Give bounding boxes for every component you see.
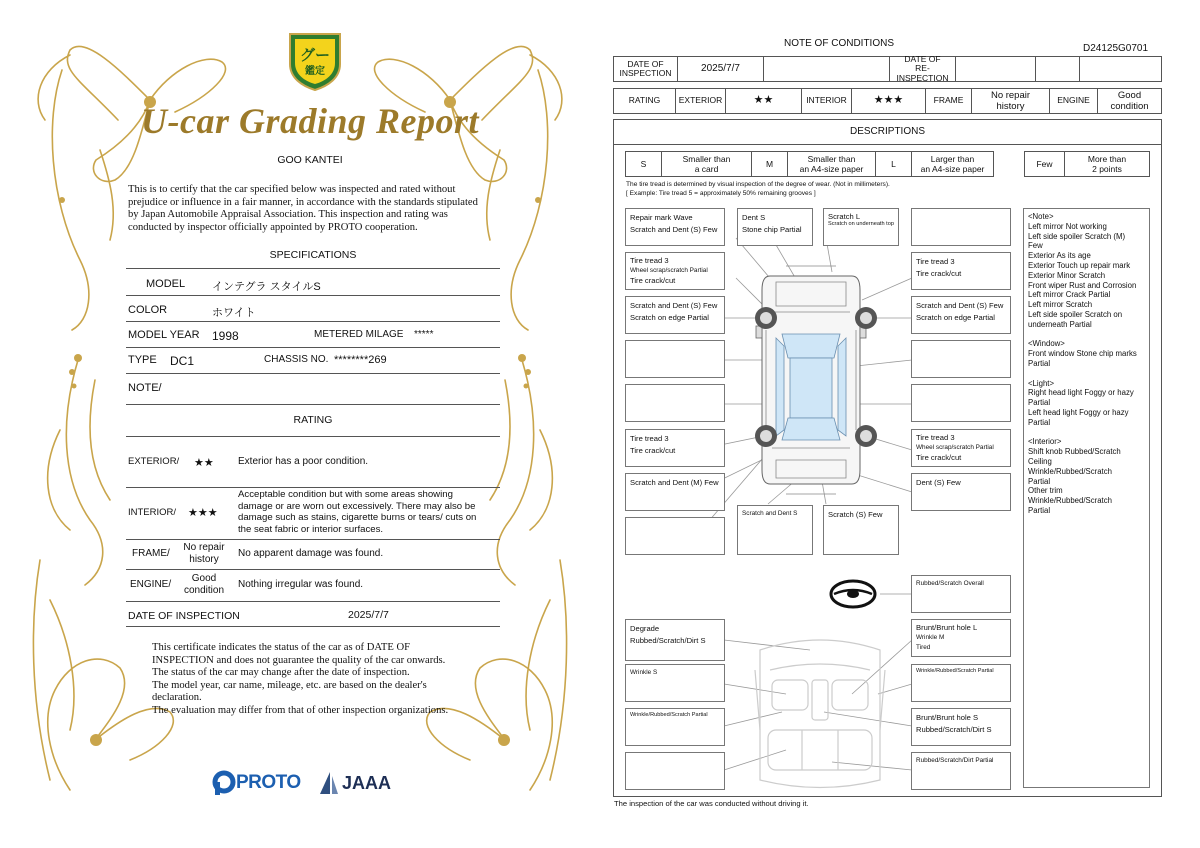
desc-box-right-rear-door [911,384,1011,422]
box-line: Dent (S) Few [916,478,961,487]
tire-note-line: [ Example: Tire tread 5 = approximately 50% remaining grooves ] [626,190,816,197]
note-line [1028,369,1145,379]
box-line: Scratch and Dent (S) Few [916,301,1004,310]
color-label: COLOR [128,304,168,316]
desc-box-steering-wheel [911,575,1011,613]
desc-box-roof [625,517,725,555]
rating-heading: RATING [293,414,333,426]
box-line: Repair mark Wave [630,213,693,222]
note-line: Partial [1028,358,1051,368]
desc-box-rear-bumper [737,505,813,555]
proto-logo-icon [212,770,236,796]
type-label: TYPE [128,354,157,366]
value-line: Good [1117,90,1142,101]
note-line: Exterior Touch up repair mark [1028,260,1131,270]
note-of-conditions [600,0,1200,848]
box-line: Tired [916,644,931,651]
engine-desc: Nothing irregular was found. [238,579,364,590]
note-line: <Light> [1028,378,1055,388]
note-line [1028,330,1145,340]
box-line: Tire crack/cut [630,276,676,285]
interior-stars: ★★★ [852,89,926,113]
note-line: Exterior Minor Scratch [1028,270,1106,280]
spec-row-color [126,296,500,322]
note-line: Left mirror Not working [1028,221,1107,231]
model-label: MODEL [146,278,186,290]
spec-row-type [126,348,500,374]
desc-box-front-right-seat [911,619,1011,657]
legend-line: an A4-size paper [920,164,985,174]
box-line: Tire tread 3 [630,256,669,265]
label-line: INSPECTION [619,68,672,78]
exterior-desc: Exterior has a poor condition. [238,456,369,467]
spec-row-model-year [126,322,500,348]
certificate-title: U-car Grading Report [140,101,479,141]
exterior-stars: ★★ [726,89,802,113]
chassis-label: CHASSIS NO. [264,354,329,365]
rating-row-exterior [126,436,500,488]
desc-box-trunk [823,505,899,555]
specifications-heading: SPECIFICATIONS [269,249,357,261]
desc-box-left-rear-fender [625,473,725,511]
box-line-small: Wheel scrap/scratch Partial [630,267,708,274]
note-line: Front wiper Rust and Corrosion [1028,280,1137,290]
box-line: Scratch on edge Partial [630,312,709,322]
spec-row-model [126,268,500,296]
box-line-tiny: Wrinkle/Rubbed/Scratch Partial [630,712,708,718]
label-line: DATE OF [904,53,941,64]
legend-line: More than [1087,154,1127,164]
exterior-label: EXTERIOR [676,89,726,113]
note-line: Wrinkle/Rubbed/Scratch [1028,466,1112,476]
date-of-inspection-row [126,602,500,627]
interior-desc-line: damage such as stains, cigarette burns or tears/ cuts on [238,512,477,524]
intro-line: by Japan Automobile Appraisal Association. This inspection and rating was [128,209,448,221]
box-line: Tire tread 3 [916,257,955,266]
desc-box-front-bumper [737,208,813,246]
legend-s: S [626,152,662,176]
exterior-stars: ★★ [194,457,214,469]
note-line: <Note> [1028,212,1054,221]
legend-m: M [752,152,788,176]
note-line: Left mirror Crack Partial [1028,290,1111,300]
interior-label: INTERIOR/ [128,507,177,518]
label-line: RE-INSPECTION [896,63,949,83]
certificate-footer [152,642,492,718]
model-value: インテグラ スタイルS [212,281,321,293]
legend-line: 2 points [1092,164,1122,174]
value-line: history [996,101,1025,112]
interior-desc-line: damage or are worn out excessively. There may also be [238,500,476,512]
note-line: Shift knob Rubbed/Scratch [1028,447,1121,457]
footer-line: The status of the car may change after the date of inspection. [152,667,410,679]
box-line: Scratch and Dent (M) Few [630,478,719,487]
note-line: Partial [1028,476,1051,486]
steering-wheel-icon [828,578,878,610]
desc-box-left-rear-door [625,384,725,422]
box-line: Tire crack/cut [916,453,962,462]
box-line: Brunt/Brunt hole L [916,623,978,632]
value-line: condition [1110,101,1149,112]
box-line: Rubbed/Scratch/Dirt S [916,724,992,734]
legend-line: Smaller than [807,154,856,164]
desc-box-left-door-trim [625,708,725,746]
rating-label: RATING [614,89,676,113]
desc-box-right-rear-tire [911,429,1011,467]
metered-milage-value: ***** [414,329,434,340]
date-of-inspection-label: DATE OF INSPECTION [128,610,240,622]
box-line: Scratch and Dent (S) Few [630,224,718,234]
box-line: Tire crack/cut [630,445,676,455]
engine-label: ENGINE/ [130,579,172,590]
conditions-title: NOTE OF CONDITIONS [784,38,894,49]
interior-label: INTERIOR [802,89,852,113]
desc-box-right-rear-fender [911,473,1011,511]
interior-desc [238,489,500,536]
intro-line: conducted by inspector officially appointed by PROTO cooperation. [128,221,418,233]
legend-line: Larger than [930,154,975,164]
footer-line: The evaluation may differ from that of other inspection organizations. [152,704,449,716]
notes-panel [1023,208,1150,788]
proto-logo-text: PROTO [236,772,301,793]
spec-row-note [126,374,500,405]
legend-few: Few [1025,152,1065,176]
box-line: Rubbed/Scratch/Dirt Partial [916,757,994,764]
box-line: Wrinkle S [630,669,658,676]
legend-l: L [876,152,912,176]
note-line: Left side spoiler Scratch on [1028,309,1123,319]
note-line: Wrinkle/Rubbed/Scratch [1028,496,1112,506]
note-line: <Interior> [1028,437,1062,447]
frame-value [176,542,232,565]
note-line: Ceiling [1028,456,1052,466]
badge-bottom-text: 鑑定 [305,66,325,77]
desc-box-right-front-fender [911,296,1011,334]
desc-box-hood [823,208,899,246]
box-line: Tire tread 3 [916,433,955,442]
note-line [1028,428,1145,438]
note-line: Left head light Foggy or hazy [1028,407,1129,417]
footer-line: This certificate indicates the status of the car as of DATE OF [152,642,410,653]
rating-row-engine [126,570,500,602]
box-line: Wrinkle M [916,634,945,641]
intro-line: This is to certify that the car specified below was inspected and rated without [128,184,456,195]
note-line: Partial [1028,417,1051,427]
box-line: Tire tread 3 [630,434,669,443]
note-line: Right head light Foggy or hazy [1028,388,1134,398]
metered-milage-label: METERED MILAGE [314,329,404,340]
legend-line: a card [694,164,719,174]
desc-box-dashboard [625,619,725,661]
note-label: NOTE/ [128,382,162,394]
box-line: Scratch L [828,212,861,221]
rating-row-frame [126,540,500,570]
footer-line: INSPECTION and does not guarantee the quality of the car onwards. [152,654,446,666]
box-line: Scratch and Dent (S) Few [630,301,718,310]
legend-line: Smaller than [682,154,731,164]
desc-box-right-front-door [911,340,1011,378]
box-line: Stone chip Partial [742,224,802,234]
interior-desc-line: the seat fabric or interior surfaces. [238,524,384,536]
interior-stars: ★★★ [188,507,218,519]
note-line: Front window Stone chip marks [1028,349,1137,359]
box-line-small: Wheel scrap/scratch Partial [916,444,994,451]
box-line: Scratch on edge Partial [916,312,995,322]
note-line: Other trim [1028,486,1063,496]
box-line: Rubbed/Scratch Overall [916,580,984,587]
value-line: No repair [990,90,1031,101]
frame-desc: No apparent damage was found. [238,548,384,559]
desc-box-left-front-fender [625,296,725,334]
footer-line: declaration. [152,692,202,704]
box-line: Rubbed/Scratch/Dirt S [630,635,706,645]
footer-line: The model year, car name, mileage, etc. are based on the dealer's [152,679,427,691]
desc-box-front-right-corner [911,208,1011,246]
rating-row-interior [126,488,500,540]
note-line: <Window> [1028,339,1065,349]
certificate-intro [128,184,508,234]
model-year-label: MODEL YEAR [128,329,200,341]
desc-box-front-left-seat [625,664,725,702]
box-line: Scratch (S) Few [828,510,883,519]
jaaa-logo-icon [318,770,340,796]
desc-box-rear-seat [911,708,1011,746]
interior-desc-line: Acceptable condition but with some areas showing [238,489,453,500]
engine-label: ENGINE [1050,89,1098,113]
desc-box-left-front-door [625,340,725,378]
frame-value-line: No repair [183,542,225,553]
badge-top-text: グー [299,47,330,64]
certificate-subtitle: GOO KANTEI [277,154,343,166]
desc-box-left-rear-tire [625,429,725,467]
engine-value-line: Good [191,573,217,584]
box-line: Brunt/Brunt hole S [916,713,979,722]
label-line: DATE OF [627,58,664,69]
exterior-label: EXTERIOR/ [128,456,180,467]
chassis-value: ********269 [334,354,387,366]
frame-label: FRAME [926,89,972,113]
note-line: Left side spoiler Scratch (M) [1028,231,1126,241]
note-line: Partial [1028,398,1051,408]
date-of-inspection-value: 2025/7/7 [348,609,389,621]
desc-box-rear-right-interior [911,752,1011,790]
box-line: Tire crack/cut [916,268,962,278]
frame-label: FRAME/ [132,548,170,559]
note-line: Exterior As its age [1028,251,1091,261]
desc-box-rear-left-interior [625,752,725,790]
desc-box-right-door-trim [911,664,1011,702]
desc-box-front-left-corner [625,208,725,246]
box-line-tiny: Scratch on underneath top [828,221,894,227]
frame-value-line: history [189,553,219,565]
note-line: Partial [1028,505,1051,515]
box-line-tiny: Wrinkle/Rubbed/Scratch Partial [916,668,994,674]
engine-value-line: condition [183,584,225,596]
document-id: D24125G0701 [1083,43,1149,54]
desc-box-left-front-tire [625,252,725,290]
box-line: Dent S [742,213,766,222]
engine-value [176,573,232,596]
note-line: underneath Partial [1028,319,1092,329]
note-line: Left mirror Scratch [1028,300,1093,310]
intro-line: prejudice or influence in a fair manner, in accordance with the standards stipulated [128,196,478,208]
note-line: Few [1028,241,1043,251]
car-interior-diagram [750,630,890,800]
box-line: Scratch and Dent S [742,510,798,517]
desc-box-right-front-tire [911,252,1011,290]
box-line: Degrade [630,624,660,633]
legend-line: an A4-size paper [799,164,864,174]
descriptions-heading: DESCRIPTIONS [849,126,925,137]
jaaa-logo-text: JAAA [342,773,392,793]
tire-note-line: The tire tread is determined by visual inspection of the degree of wear. (Not in millimeters). [626,181,890,188]
conditions-footer: The inspection of the car was conducted without driving it. [614,799,809,808]
model-year-value: 1998 [212,329,239,343]
color-value: ホワイト [212,307,256,319]
date-of-inspection-value: 2025/7/7 [678,57,764,81]
type-value: DC1 [170,354,195,368]
